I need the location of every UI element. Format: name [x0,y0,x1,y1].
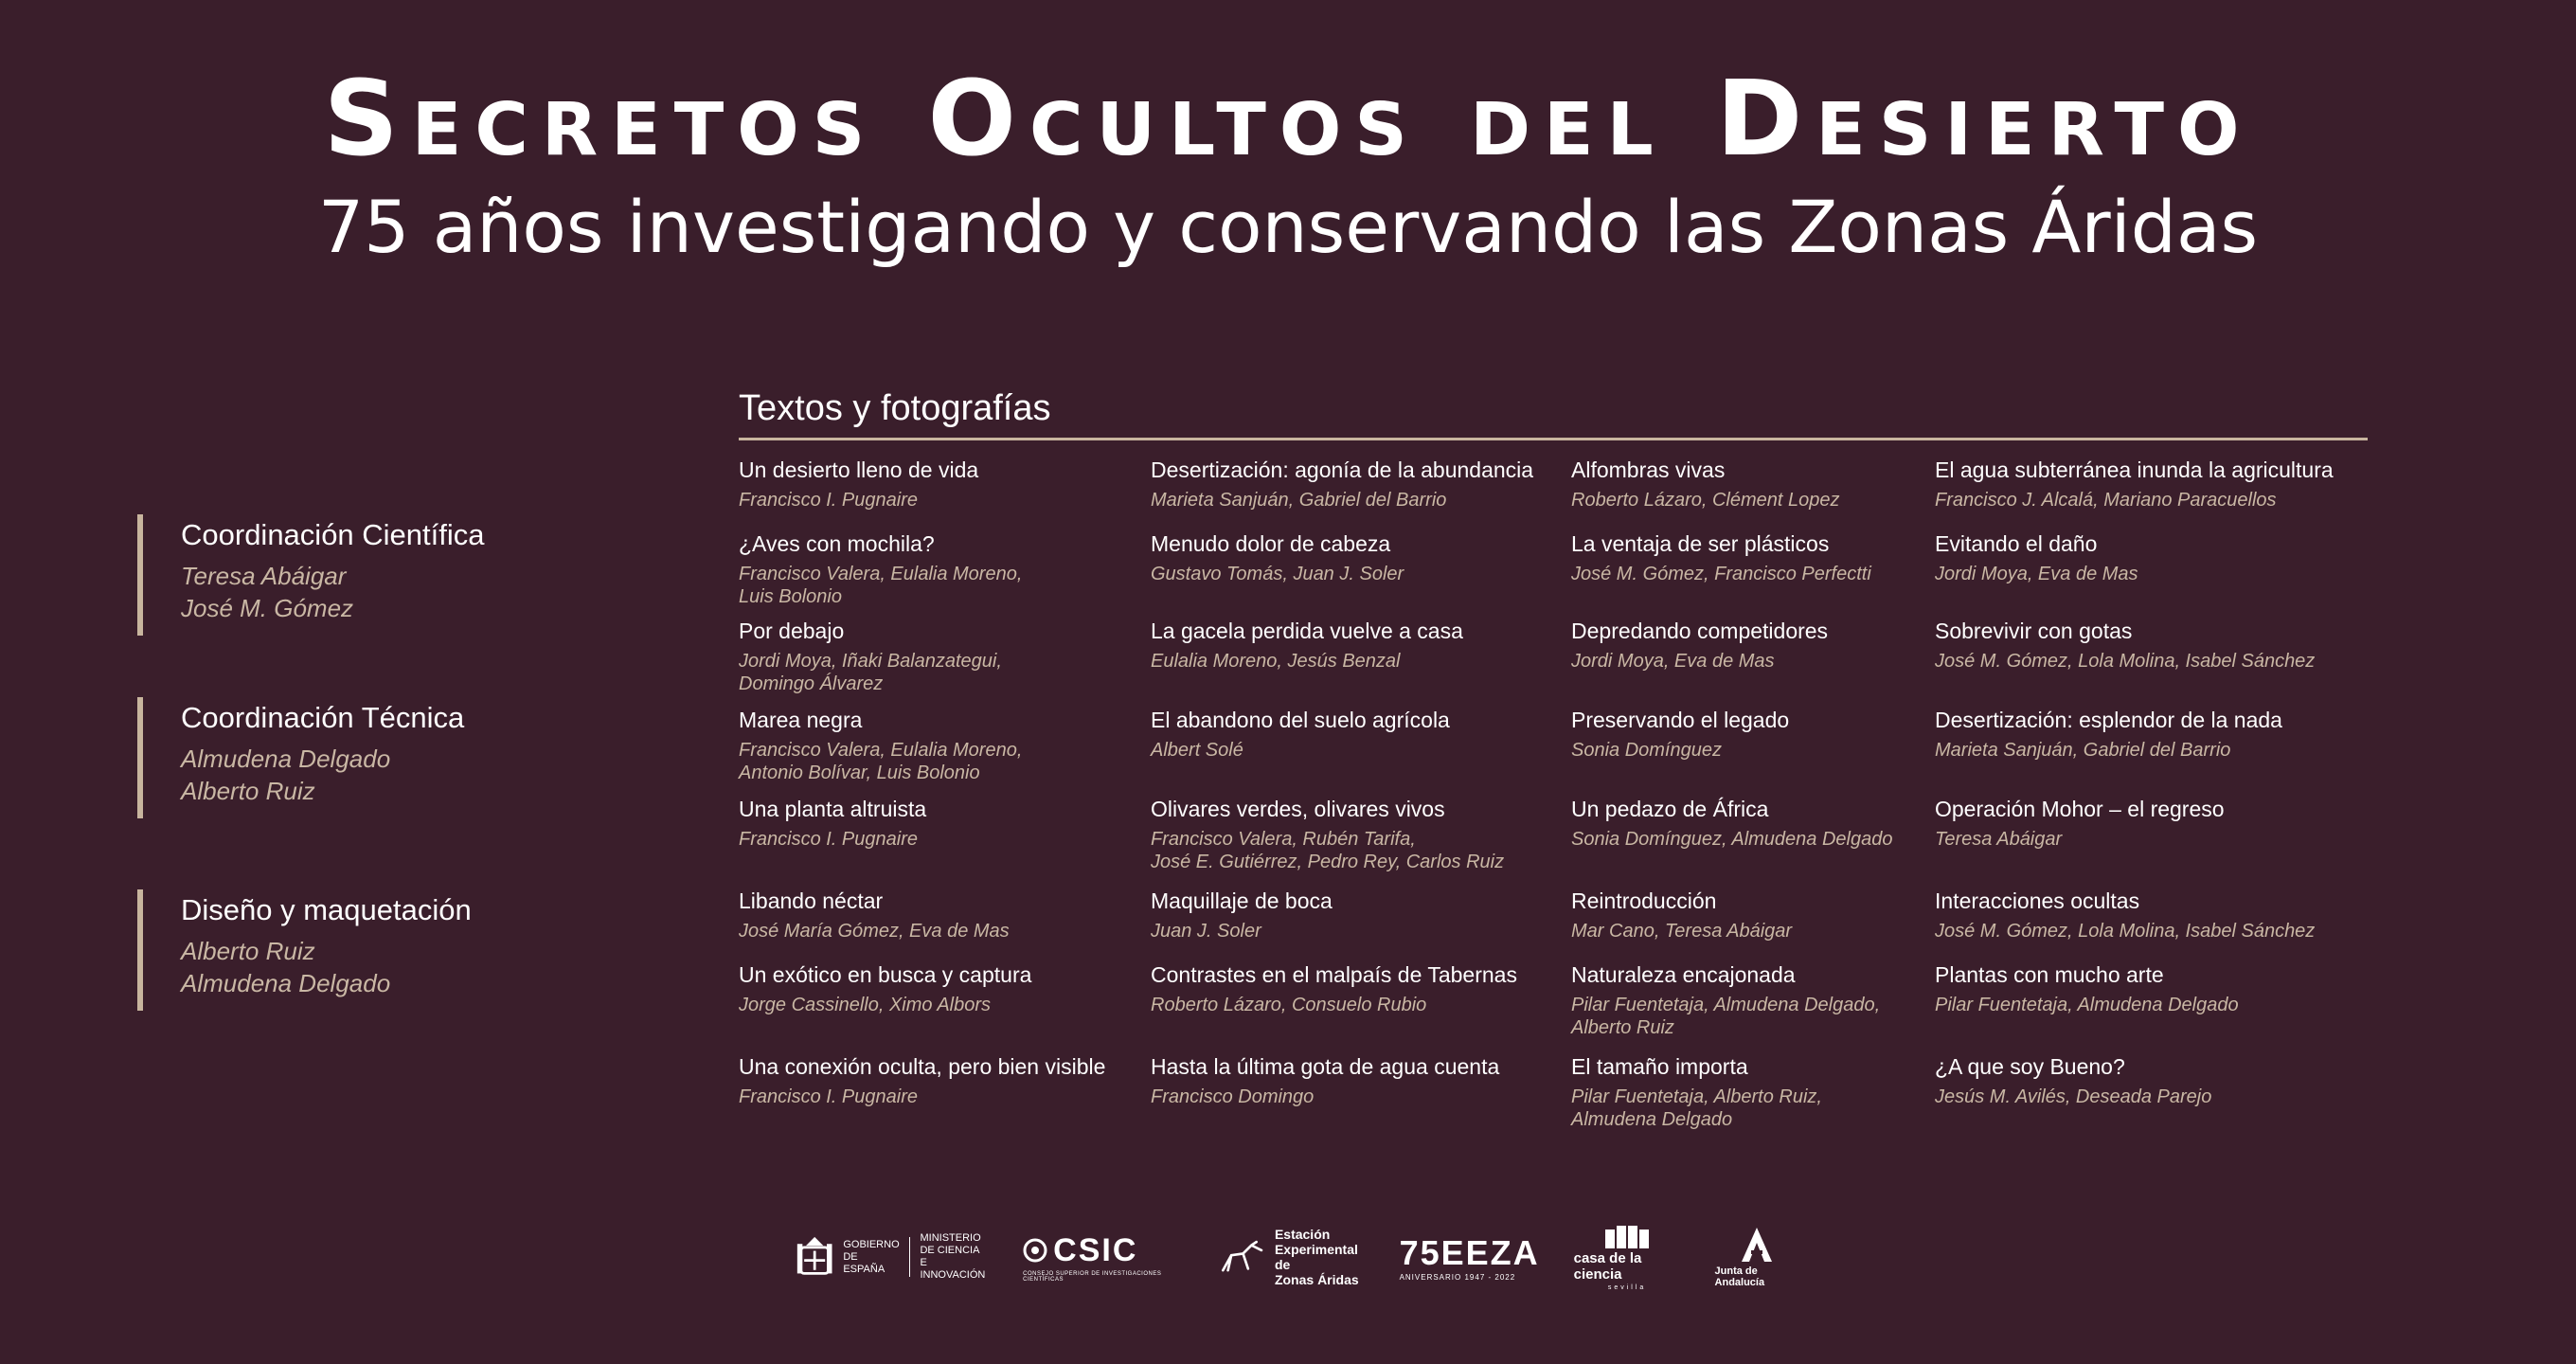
author-line: Francisco Valera, Eulalia Moreno, [739,740,1023,761]
chapter-title: Interacciones ocultas [1935,888,2140,913]
author-line: Luis Bolonio [739,586,842,607]
logo-text: sevilla [1607,1283,1647,1291]
author-line: Jordi Moya, Eva de Mas [1571,651,1775,672]
chapter-authors [739,1086,1105,1108]
chapter-entry [1571,961,1880,1039]
junta-a-icon [1738,1226,1776,1264]
credit-name: Alberto Ruiz [181,777,315,805]
chapter-entry [1151,888,1333,942]
credit-title: Coordinación Técnica [181,701,465,734]
chapter-title: ¿Aves con mochila? [739,531,935,556]
logo-text: Estación [1274,1227,1331,1242]
chapter-authors [739,994,1031,1016]
chapter-title: La gacela perdida vuelve a casa [1151,619,1463,643]
chapter-title: Alfombras vivas [1571,458,1726,482]
junta-andalucia-logo [1715,1226,1799,1288]
logo-text: E INNOVACIÓN [920,1257,986,1281]
logo-bar [796,1224,1799,1290]
author-line: Francisco Domingo [1151,1086,1315,1107]
chapter-authors [739,739,1022,784]
chapter-entry [1935,457,2334,512]
chapter-entry [739,1053,1105,1108]
author-line: Jorge Cassinello, Ximo Albors [739,995,992,1015]
chapter-entry [739,707,1022,784]
chapter-entry [1935,707,2282,762]
logo-text: MINISTERIO [920,1232,981,1244]
chapter-entry [1571,457,1840,512]
author-line: Francisco I. Pugnaire [739,1086,918,1107]
chapter-entry [1151,530,1404,585]
logo-text: GOBIERNO [843,1238,900,1250]
chapter-title: Preservando el legado [1571,708,1790,732]
logo-text: Junta de Andalucía [1714,1265,1765,1288]
author-line: Sonia Domínguez [1571,740,1722,761]
logo-separator [909,1237,911,1277]
chapter-authors [739,563,1022,608]
author-line: Marieta Sanjuán, Gabriel del Barrio [1935,740,2231,761]
chapter-title: El abandono del suelo agrícola [1151,708,1450,732]
chapter-authors [1935,828,2225,851]
csic-logo [1023,1232,1184,1283]
chapter-entry [1151,1053,1499,1108]
chapter-title: Por debajo [739,619,845,643]
building-icon [1603,1224,1651,1248]
author-line: Roberto Lázaro, Clément Lopez [1571,490,1840,511]
logo-text: 75EEZA [1399,1232,1540,1272]
eeza-station-logo [1218,1227,1365,1287]
chapter-title: El tamaño importa [1571,1054,1748,1079]
chapter-authors [739,489,978,512]
author-line: Gustavo Tomás, Juan J. Soler [1151,564,1404,584]
chapter-entry [739,961,1031,1016]
chapter-title: ¿A que soy Bueno? [1935,1054,2125,1079]
author-line: José M. Gómez, Lola Molina, Isabel Sánchez [1935,921,2316,942]
author-line: Marieta Sanjuán, Gabriel del Barrio [1151,490,1447,511]
chapter-entry [1151,707,1450,762]
author-line: José E. Gutiérrez, Pedro Rey, Carlos Ruiz [1151,852,1505,872]
author-line: Jordi Moya, Iñaki Balanzategui, [739,651,1002,672]
credit-name: Alberto Ruiz [181,937,315,965]
author-line: Eulalia Moreno, Jesús Benzal [1151,651,1401,672]
chapter-entry [1151,618,1463,673]
author-line: Pilar Fuentetaja, Almudena Delgado, [1571,995,1881,1015]
author-line: Alberto Ruiz [1571,1017,1674,1038]
chapter-entry [1935,961,2239,1016]
author-line: Antonio Bolívar, Luis Bolonio [739,763,980,783]
chapter-authors [1571,739,1789,762]
author-line: Domingo Álvarez [739,673,884,694]
page-subtitle: 75 años investigando y conservando las Zonas Áridas [317,185,2259,269]
author-line: Francisco Valera, Eulalia Moreno, [739,564,1023,584]
chapter-authors [1935,739,2282,762]
credit-block-coordinacion-cientifica [137,514,485,636]
chapter-entry [739,457,978,512]
author-line: Sonia Domínguez, Almudena Delgado [1571,829,1893,850]
chapter-authors [739,920,1010,942]
author-line: Teresa Abáigar [1935,829,2063,850]
chapter-title: Plantas con mucho arte [1935,962,2164,987]
chapter-authors [1935,994,2239,1016]
gobierno-espana-logo [796,1232,989,1282]
page-title: Secretos Ocultos del Desierto [323,58,2253,179]
chapter-entry [1571,1053,1822,1131]
author-line: Mar Cano, Teresa Abáigar [1571,921,1793,942]
chapter-authors [1935,563,2138,585]
author-line: Albert Solé [1151,740,1243,761]
chapter-authors [1935,650,2315,673]
chapter-authors [1151,828,1504,873]
header [0,58,2576,269]
chapter-authors [1151,489,1533,512]
logo-text: CONSEJO SUPERIOR DE INVESTIGACIONES CIENTÍFICAS [1023,1270,1162,1283]
credit-name: Almudena Delgado [181,969,391,997]
chapter-entry [1151,457,1533,512]
author-line: Juan J. Soler [1151,921,1261,942]
coat-of-arms-icon [796,1233,833,1281]
chapter-title: Evitando el daño [1935,531,2098,556]
chapter-entry [739,530,1022,608]
chapter-authors [1151,650,1463,673]
author-line: Francisco Valera, Rubén Tarifa, [1151,829,1416,850]
logo-text: DE ESPAÑA [843,1250,886,1275]
chapter-authors [1571,920,1792,942]
chapter-entry [739,796,926,851]
author-line: Jordi Moya, Eva de Mas [1935,564,2138,584]
chapter-entry [1571,796,1892,851]
author-line: Francisco I. Pugnaire [739,490,918,511]
credit-block-coordinacion-tecnica [137,697,464,818]
author-line: Francisco I. Pugnaire [739,829,918,850]
chapter-title: Naturaleza encajonada [1571,962,1796,987]
chapter-title: Una planta altruista [739,797,927,821]
author-line: José M. Gómez, Lola Molina, Isabel Sánchez [1935,651,2316,672]
chapter-title: La ventaja de ser plásticos [1571,531,1830,556]
chapter-authors [1571,563,1871,585]
credit-title: Diseño y maquetación [181,893,472,926]
chapter-entry [739,888,1010,942]
logo-text: Zonas Áridas [1274,1272,1359,1287]
csic-mark-icon [1023,1238,1047,1263]
chapter-entry [1571,707,1789,762]
logo-text: CSIC [1053,1231,1138,1268]
chapter-title: Menudo dolor de cabeza [1151,531,1391,556]
chapter-authors [1571,828,1892,851]
chapter-entry [1571,618,1828,673]
author-line: Francisco J. Alcalá, Mariano Paracuellos [1935,490,2277,511]
chapter-authors [1151,563,1404,585]
chapter-title: Hasta la última gota de agua cuenta [1151,1054,1500,1079]
credit-name: Teresa Abáigar [181,562,347,590]
chapter-title: Depredando competidores [1571,619,1829,643]
chapter-entry [739,618,1002,695]
chapter-authors [1151,920,1333,942]
chapter-entry [1935,1053,2211,1108]
author-line: Almudena Delgado [1571,1109,1733,1130]
chapter-authors [1571,994,1880,1039]
chapter-entry [1935,888,2315,942]
author-line: Jesús M. Avilés, Deseada Parejo [1935,1086,2212,1107]
chapter-authors [1151,739,1450,762]
chapter-authors [739,650,1002,695]
credit-block-diseno [137,889,472,1011]
chapter-title: Contrastes en el malpaís de Tabernas [1151,962,1517,987]
chapter-title: Un desierto lleno de vida [739,458,979,482]
chapter-title: Sobrevivir con gotas [1935,619,2133,643]
chapter-title: Olivares verdes, olivares vivos [1151,797,1445,821]
author-line: José M. Gómez, Francisco Perfectti [1571,564,1871,584]
chapter-title: Un exótico en busca y captura [739,962,1032,987]
chapter-title: Reintroducción [1571,888,1717,913]
chapter-title: Libando néctar [739,888,884,913]
chapter-entry [1151,961,1517,1016]
credit-title: Coordinación Científica [181,518,485,551]
logo-text: Experimental de [1274,1242,1358,1272]
chapter-authors [1935,1086,2211,1108]
author-line: José María Gómez, Eva de Mas [739,921,1010,942]
chapter-title: Desertización: esplendor de la nada [1935,708,2282,732]
credit-name: José M. Gómez [181,594,354,622]
chapter-entry [1935,618,2315,673]
chapter-entry [1571,530,1871,585]
chapter-title: El agua subterránea inunda la agricultura [1935,458,2334,482]
logo-text: ANIVERSARIO 1947 - 2022 [1399,1272,1516,1282]
chapter-title: Un pedazo de África [1571,797,1769,821]
chapter-title: Una conexión oculta, pero bien visible [739,1054,1106,1079]
chapter-entry [1151,796,1504,873]
chapter-authors [1151,994,1517,1016]
chapter-authors [1151,1086,1499,1108]
chapter-entry [1571,888,1792,942]
chapter-authors [1571,650,1828,673]
chapter-entry [1935,796,2225,851]
author-line: Pilar Fuentetaja, Almudena Delgado [1935,995,2239,1015]
casa-de-la-ciencia-logo [1574,1224,1681,1291]
section-title: Textos y fotografías [739,388,1051,428]
chapter-authors [739,828,926,851]
section-divider [739,438,2368,440]
chapter-title: Marea negra [739,708,863,732]
eeza-75-logo [1400,1233,1540,1282]
chapter-authors [1935,920,2315,942]
author-line: Roberto Lázaro, Consuelo Rubio [1151,995,1427,1015]
chapter-title: Desertización: agonía de la abundancia [1151,458,1534,482]
gazelle-icon [1218,1236,1265,1278]
chapter-authors [1571,489,1840,512]
chapter-authors [1935,489,2334,512]
logo-text: casa de la ciencia [1573,1249,1642,1283]
chapter-title: Maquillaje de boca [1151,888,1333,913]
chapter-entry [1935,530,2138,585]
chapter-authors [1571,1086,1822,1131]
credit-name: Almudena Delgado [181,745,391,773]
logo-text: DE CIENCIA [920,1245,980,1256]
author-line: Pilar Fuentetaja, Alberto Ruiz, [1571,1086,1822,1107]
chapter-title: Operación Mohor – el regreso [1935,797,2225,821]
